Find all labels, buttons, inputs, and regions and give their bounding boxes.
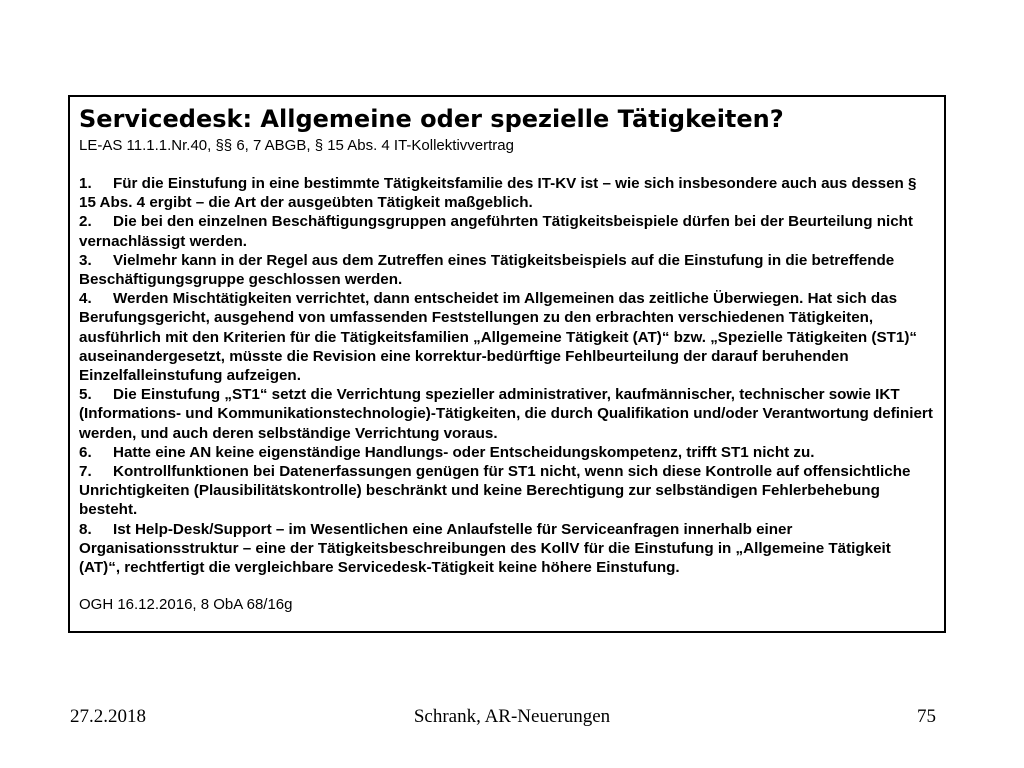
court-citation: OGH 16.12.2016, 8 ObA 68/16g [79,596,293,614]
content-box [68,95,946,633]
paragraph-text: Die bei den einzelnen Beschäftigungsgruppen angeführten Tätigkeitsbeispiele dürfen bei der Beurteilung nicht vernachlässigt werden. [79,213,913,250]
paragraph-text: Vielmehr kann in der Regel aus dem Zutreffen eines Tätigkeitsbeispiels auf die Einstufung in die betreffende Beschäftigungsgruppe geschlossen werden. [79,251,895,289]
footer-page-number: 75 [917,706,936,727]
paragraph-text: Hatte eine AN keine eigenständige Handlungs- oder Entscheidungskompetenz, trifft ST1 nicht zu. [113,443,815,461]
paragraph-3 [79,251,934,289]
paragraph-number: 6. [79,443,92,461]
paragraph-text: Die Einstufung „ST1“ setzt die Verrichtung spezieller administrativer, kaufmännischer, technischer sowie IKT (Informations- und Kommunikationstechnologie)-Tätigkeiten, die durch Qualifikation und/oder Verantwortung definiert werden, und auch deren selbständige Verrichtung voraus. [79,386,933,442]
paragraph-text: Für die Einstufung in eine bestimmte Tätigkeitsfamilie des IT-KV ist – wie sich insbesondere auch aus dessen § 15 Abs. 4 ergibt – die Art der ausgeübten Tätigkeit maßgeblich. [79,175,917,212]
paragraph-2 [79,212,934,250]
paragraph-text: Ist Help-Desk/Support – im Wesentlichen eine Anlaufstelle für Serviceanfragen innerhalb einer Organisationsstruktur – eine der Tätigkeitsbeschreibungen des KollV für die Einstufung in „Allgemeine Tätigkeit (AT)“, rechtfertigt die vergleichbare Servicedesk-Tätigkeit keine höhere Einstufung. [79,520,891,577]
paragraph-number: 3. [79,251,92,269]
legal-reference: LE-AS 11.1.1.Nr.40, §§ 6, 7 ABGB, § 15 Abs. 4 IT-Kollektivvertrag [79,137,514,154]
spacer [79,155,934,174]
paragraph-7 [79,462,934,520]
paragraph-4 [79,289,934,385]
paragraph-number: 7. [79,463,92,481]
paragraph-number: 8. [79,520,92,538]
paragraph-number: 2. [79,213,92,231]
paragraph-8 [79,520,934,578]
numbered-paragraphs [79,174,934,577]
paragraph-text: Werden Mischtätigkeiten verrichtet, dann entscheidet im Allgemeinen das zeitliche Überwiegen. Hat sich das Berufungsgericht, ausgehend von umfassenden Feststellungen zu den erbrachten verschiedenen Tätigkeiten, ausführlich mit den Kriterien für die Tätigkeitsfamilien „Allgemeine Tätigkeit (AT)“ bzw. „Spezielle Tätigkeiten (ST1)“ auseinandergesetzt, müsste die Revision eine korrektur-bedürftige Fehlbeurteilung der darauf beruhenden Einzelfalleinstufung aufzeigen. [79,290,917,385]
paragraph-5 [79,385,934,443]
paragraph-1 [79,174,934,212]
footer-date: 27.2.2018 [70,706,146,727]
footer-author-title: Schrank, AR-Neuerungen [413,706,611,727]
paragraph-number: 4. [79,290,92,308]
paragraph-6 [79,443,934,462]
slide-title: Servicedesk: Allgemeine oder spezielle Tätigkeiten? [79,105,784,133]
paragraph-number: 1. [79,175,92,192]
paragraph-number: 5. [79,386,92,404]
paragraph-text: Kontrollfunktionen bei Datenerfassungen genügen für ST1 nicht, wenn sich diese Kontrolle auf offensichtliche Unrichtigkeiten (Plausibilitätskontrolle) beschränkt und keine Berechtigung zur selbständigen Fehlerbehebung besteht. [79,463,911,519]
